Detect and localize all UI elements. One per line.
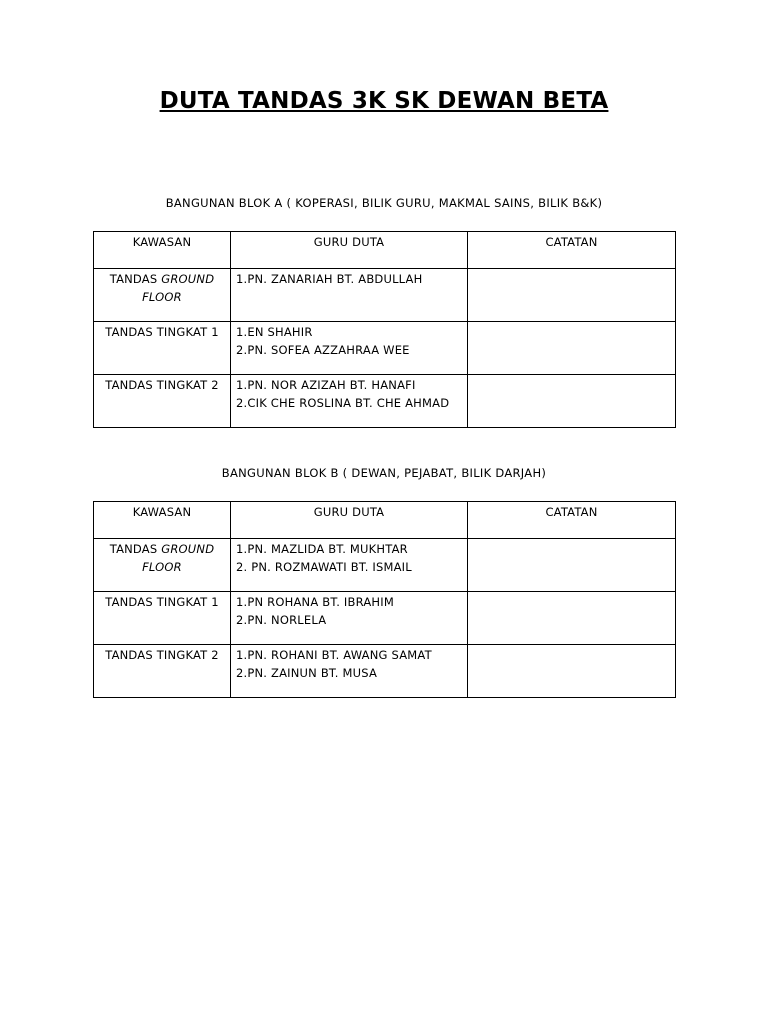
area-cell: TANDAS TINGKAT 2 (94, 645, 231, 698)
teachers-cell: 1.PN. MAZLIDA BT. MUKHTAR 2. PN. ROZMAWATI BT. ISMAIL (231, 539, 468, 592)
notes-cell (468, 269, 676, 322)
teachers-cell: 1.PN. ROHANI BT. AWANG SAMAT 2.PN. ZAINUN BT. MUSA (231, 645, 468, 698)
notes-cell (468, 592, 676, 645)
area-cell: TANDAS GROUND FLOOR (94, 269, 231, 322)
section-heading-blok-a: BANGUNAN BLOK A ( KOPERASI, BILIK GURU, MAKMAL SAINS, BILIK B&K) (165, 196, 603, 210)
teachers-cell: 1.PN. ZANARIAH BT. ABDULLAH (231, 269, 468, 322)
teachers-cell: 1.PN ROHANA BT. IBRAHIM 2.PN. NORLELA (231, 592, 468, 645)
teachers-cell: 1.PN. NOR AZIZAH BT. HANAFI 2.CIK CHE ROSLINA BT. CHE AHMAD (231, 375, 468, 428)
header-catatan: CATATAN (468, 232, 676, 269)
header-guru-duta: GURU DUTA (231, 232, 468, 269)
notes-cell (468, 645, 676, 698)
header-guru-duta: GURU DUTA (231, 502, 468, 539)
table-row (94, 322, 676, 375)
teachers-cell: 1.EN SHAHIR 2.PN. SOFEA AZZAHRAA WEE (231, 322, 468, 375)
table-row (94, 592, 676, 645)
area-cell: TANDAS TINGKAT 1 (94, 322, 231, 375)
table-blok-b (93, 501, 676, 698)
section-heading-blok-b: BANGUNAN BLOK B ( DEWAN, PEJABAT, BILIK DARJAH) (221, 466, 547, 480)
header-kawasan: KAWASAN (94, 502, 231, 539)
area-cell: TANDAS TINGKAT 1 (94, 592, 231, 645)
header-kawasan: KAWASAN (94, 232, 231, 269)
table-header-row (94, 502, 676, 539)
header-catatan: CATATAN (468, 502, 676, 539)
table-row (94, 539, 676, 592)
table-row (94, 645, 676, 698)
notes-cell (468, 322, 676, 375)
area-cell: TANDAS GROUND FLOOR (94, 539, 231, 592)
table-row (94, 375, 676, 428)
table-row (94, 269, 676, 322)
table-header-row (94, 232, 676, 269)
notes-cell (468, 539, 676, 592)
area-cell: TANDAS TINGKAT 2 (94, 375, 231, 428)
table-blok-a (93, 231, 676, 428)
notes-cell (468, 375, 676, 428)
page-title: DUTA TANDAS 3K SK DEWAN BETA (159, 88, 609, 114)
